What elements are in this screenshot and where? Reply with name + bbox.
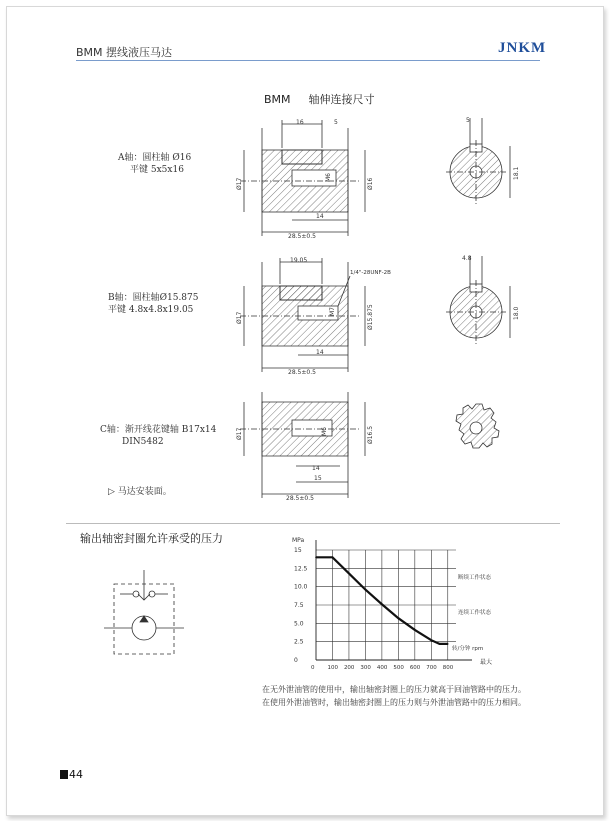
shaft-b-end-view bbox=[446, 256, 510, 344]
shaft-b-drawing bbox=[240, 258, 365, 372]
dim-c-d16: Ø16.5 bbox=[367, 425, 374, 444]
chart-data-point bbox=[414, 629, 416, 631]
chart-xlabel: 转/分钟 rpm bbox=[452, 646, 484, 652]
dim-b-m: M7 bbox=[329, 307, 336, 316]
chart-y-tick-label: 15 bbox=[294, 547, 302, 554]
chart-x-tick-label: 0 bbox=[311, 665, 315, 671]
hydraulic-symbol bbox=[100, 560, 190, 660]
dim-b-d15: Ø15.875 bbox=[367, 304, 374, 330]
caption-line-2: 在使用外泄油管时，输出轴密封圈上的压力则与外泄油管路中的压力相同。 bbox=[262, 698, 526, 707]
dim-a-end-k5: 5 bbox=[466, 117, 470, 124]
chart-ylabel: MPa bbox=[292, 537, 305, 544]
caption-line-1: 在无外泄油管的使用中，输出轴密封圈上的压力就高于回油管路中的压力。 bbox=[262, 685, 526, 694]
dim-b-total: 28.5±0.5 bbox=[288, 369, 316, 376]
shaft-c-label: C轴：渐开线花键轴 B17x14 DIN5482 bbox=[100, 425, 217, 447]
shaft-a-label: A轴：圆柱轴 Ø16 平键 5x5x16 bbox=[118, 153, 192, 175]
dim-a-thread: M6 bbox=[325, 173, 332, 182]
chart-tick-labels bbox=[294, 547, 454, 671]
dim-a-d16: Ø16 bbox=[367, 177, 374, 190]
shaft-c-end-view bbox=[456, 404, 499, 448]
dim-a-key-w: 5 bbox=[334, 119, 338, 126]
chart-data-point bbox=[332, 557, 334, 559]
dim-b-thread: 1/4"-28UNF-2B bbox=[350, 270, 391, 276]
chart-annotation-continuous: 连续工作状态 bbox=[458, 610, 492, 616]
chart-y-tick-label: 10.0 bbox=[294, 583, 308, 591]
dim-c-thread: M6 bbox=[321, 427, 328, 436]
chart-annotation-intermittent: 断续工作状态 bbox=[458, 575, 492, 581]
chart-x-tick-label: 400 bbox=[376, 665, 388, 671]
chart-data-point bbox=[439, 643, 441, 645]
dim-b-d17: Ø17 bbox=[236, 311, 243, 324]
chart-x-tick-label: 200 bbox=[343, 665, 355, 671]
chart-x-tick-label: 700 bbox=[426, 665, 437, 671]
shaft-a-end-view bbox=[446, 118, 510, 204]
dim-a-end-h: 18.1 bbox=[513, 166, 520, 180]
dim-b-len14: 14 bbox=[316, 349, 324, 356]
page-number: 44 bbox=[60, 768, 83, 781]
pressure-chart bbox=[280, 528, 520, 678]
dim-c-total: 28.5±0.5 bbox=[286, 495, 314, 502]
shaft-a-drawing bbox=[240, 120, 365, 236]
page-marker bbox=[60, 770, 68, 779]
dim-b-end-h: 18.0 bbox=[513, 306, 520, 320]
chart-x-tick-label: 600 bbox=[409, 665, 421, 671]
chart-data-point bbox=[398, 617, 400, 619]
chart-y-tick-label: 2.5 bbox=[294, 638, 304, 646]
chart-axes bbox=[316, 540, 472, 660]
section-model: BMM bbox=[264, 93, 291, 106]
chart-y-tick-label: 12.5 bbox=[294, 565, 308, 573]
dim-c-d17: Ø17 bbox=[236, 427, 243, 440]
dim-a-key-len: 16 bbox=[296, 119, 304, 126]
chart-x-tick-label: 500 bbox=[393, 665, 404, 671]
chart-y-tick-label: 0 bbox=[294, 657, 298, 664]
pressure-section-title: 输出轴密封圈允许承受的压力 bbox=[80, 532, 223, 545]
dim-c-len14: 14 bbox=[312, 465, 320, 472]
chart-data-point bbox=[365, 589, 367, 591]
brand-logo: JNKM bbox=[498, 40, 547, 56]
chart-x-tick-label: 300 bbox=[360, 665, 371, 671]
dim-c-len15: 15 bbox=[314, 475, 322, 482]
chart-x-tick-label: 100 bbox=[327, 665, 338, 671]
section-divider bbox=[66, 523, 560, 524]
section-heading: 轴伸连接尺寸 bbox=[308, 93, 375, 106]
chart-data-point bbox=[381, 603, 383, 605]
chart-data-point bbox=[315, 557, 317, 559]
dim-b-key-len: 19.05 bbox=[290, 257, 308, 264]
chart-x-max-label: 最大 bbox=[480, 659, 493, 666]
mount-note: ▷ 马达安装面。 bbox=[108, 487, 172, 497]
header-title: BMM 摆线液压马达 bbox=[76, 46, 173, 59]
shaft-c-drawing bbox=[240, 392, 365, 498]
shaft-b-label: B轴：圆柱轴Ø15.875 平键 4.8x4.8x19.05 bbox=[108, 293, 199, 315]
chart-data-point bbox=[447, 643, 449, 645]
chart-data-point bbox=[430, 639, 432, 641]
dim-a-len14: 14 bbox=[316, 213, 324, 220]
chart-data-point bbox=[348, 573, 350, 575]
dim-a-d17: Ø17 bbox=[236, 177, 243, 190]
chart-grid bbox=[316, 550, 456, 660]
dim-a-total: 28.5±0.5 bbox=[288, 233, 316, 240]
dim-b-end-k: 4.8 bbox=[462, 255, 472, 262]
chart-x-tick-label: 800 bbox=[442, 665, 454, 671]
chart-y-tick-label: 5.0 bbox=[294, 620, 304, 628]
chart-y-tick-label: 7.5 bbox=[294, 602, 304, 609]
